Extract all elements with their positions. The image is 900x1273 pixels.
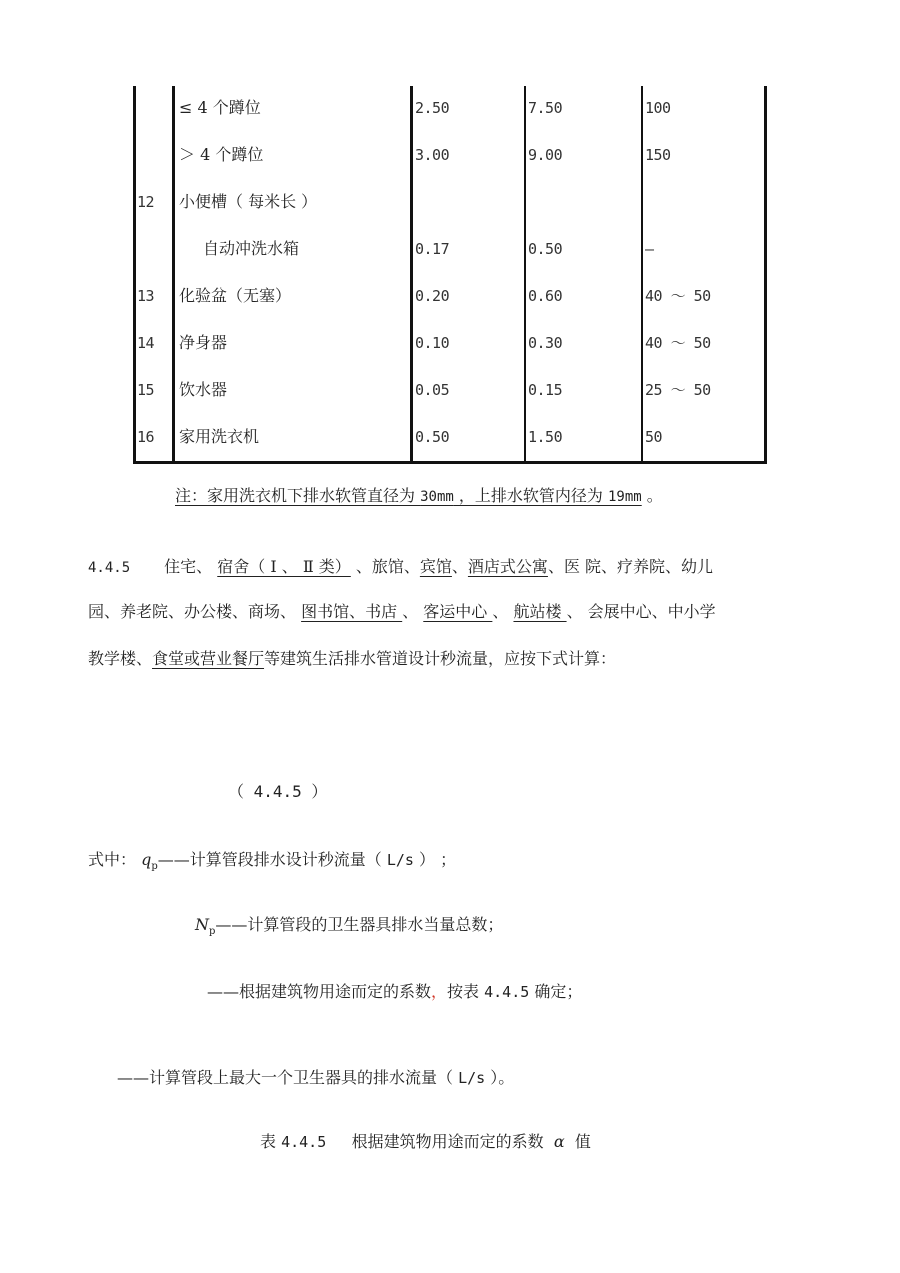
note-end: 。	[641, 486, 663, 505]
cell-number: 12	[137, 193, 155, 211]
cell-fixture-name: ≤ 4 个蹲位	[179, 98, 261, 117]
section-paragraph-line-2	[88, 600, 716, 624]
section-paragraph-line-1	[88, 555, 713, 580]
cell-fixture-name: 自动冲洗水箱	[203, 239, 300, 258]
cell-pipe-diameter: 25 ～ 50	[645, 381, 711, 399]
note-value-2: 19mm	[608, 489, 642, 505]
paragraph-text: 、	[492, 602, 514, 621]
cell-drain-flow: 0.17	[415, 240, 450, 258]
caption-prefix: 表	[260, 1132, 282, 1151]
definition-end: 确定；	[529, 982, 583, 1001]
table-row	[133, 378, 767, 402]
cell-fixture-name: 净身器	[179, 333, 228, 352]
underlined-text: 图书馆、书店	[301, 602, 403, 621]
cell-drain-flow: 3.00	[415, 146, 450, 164]
paragraph-text: 、	[451, 557, 468, 576]
caption-number: 4.4.5	[281, 1133, 327, 1151]
symbol-q: q	[141, 850, 152, 869]
underlined-text: 食堂或营业餐厅	[152, 649, 265, 668]
symbol-subscript: p	[151, 861, 158, 873]
red-comma: ，	[431, 982, 448, 1001]
paragraph-text: 园、养老院、办公楼、商场、	[88, 602, 302, 621]
paragraph-text: 住宅、	[164, 557, 218, 576]
table-row	[133, 425, 767, 449]
unit: L/s	[458, 1069, 486, 1087]
section-number: 4.4.5	[88, 560, 131, 576]
cell-drain-flow: 0.20	[415, 287, 450, 305]
cell-equivalent: 7.50	[528, 99, 563, 117]
definition-text: ——计算管段排水设计秒流量（	[157, 850, 387, 869]
definition-text: ——计算管段的卫生器具排水当量总数；	[215, 915, 504, 934]
cell-drain-flow: 0.50	[415, 428, 450, 446]
cell-equivalent: 9.00	[528, 146, 563, 164]
underlined-text: 宾馆	[419, 557, 452, 576]
cell-pipe-diameter: 100	[645, 99, 671, 117]
fixture-drainage-table	[133, 86, 767, 464]
cell-equivalent: 0.60	[528, 287, 563, 305]
cell-number: 15	[137, 381, 155, 399]
table-row	[133, 284, 767, 308]
cell-fixture-name: 小便槽（ 每米长 ）	[179, 192, 318, 211]
cell-pipe-diameter: —	[645, 240, 654, 258]
cell-equivalent: 1.50	[528, 428, 563, 446]
underlined-text: 宿舍（ Ⅰ 、 Ⅱ 类）	[217, 557, 351, 576]
table-reference: 4.4.5	[484, 983, 530, 1001]
cell-equivalent: 0.15	[528, 381, 563, 399]
definition-text: ——根据建筑物用途而定的系数	[207, 982, 432, 1001]
cell-fixture-name: 饮水器	[179, 380, 228, 399]
table-border-bottom	[133, 461, 767, 464]
cell-pipe-diameter: 150	[645, 146, 671, 164]
table-row	[133, 190, 767, 214]
definition-text: ——计算管段上最大一个卫生器具的排水流量（	[117, 1068, 459, 1087]
cell-fixture-name: ＞ 4 个蹲位	[179, 145, 264, 164]
table-row	[133, 331, 767, 355]
table-note	[175, 484, 663, 509]
section-paragraph-line-3	[88, 647, 616, 671]
paragraph-text: 教学楼、	[88, 649, 153, 668]
table-row	[133, 96, 767, 120]
symbol-subscript: p	[209, 926, 216, 938]
paragraph-text: 、旅馆、	[350, 557, 420, 576]
cell-drain-flow: 0.10	[415, 334, 450, 352]
underlined-text: 酒店式公寓	[467, 557, 548, 576]
definition-end: ）。	[485, 1068, 515, 1087]
cell-drain-flow: 0.05	[415, 381, 450, 399]
definition-end: ） ；	[413, 850, 457, 869]
symbol-n: N	[195, 915, 209, 934]
table-row	[133, 143, 767, 167]
definition-qmax	[117, 1066, 514, 1090]
definition-prefix: 式中：	[88, 850, 142, 869]
table-caption	[260, 1130, 591, 1154]
cell-fixture-name: 家用洗衣机	[179, 427, 260, 446]
underlined-text: 航站楼	[513, 602, 567, 621]
paragraph-text: 、医 院、疗养院、幼儿	[547, 557, 714, 576]
definition-text: 按表	[447, 982, 485, 1001]
caption-suffix: 值	[564, 1132, 591, 1151]
note-text-mid: ，上排水软管内径为	[453, 486, 608, 505]
equation-number: （ 4.4.5 ）	[228, 782, 328, 801]
cell-pipe-diameter: 50	[645, 428, 663, 446]
cell-equivalent: 0.30	[528, 334, 563, 352]
cell-pipe-diameter: 40 ～ 50	[645, 287, 711, 305]
cell-equivalent: 0.50	[528, 240, 563, 258]
cell-drain-flow: 2.50	[415, 99, 450, 117]
definition-np	[195, 913, 503, 944]
table-row	[133, 237, 767, 261]
paragraph-text: 等建筑生活排水管道设计秒流量，应按下式计算：	[264, 649, 617, 668]
unit: L/s	[386, 851, 414, 869]
cell-number: 13	[137, 287, 155, 305]
paragraph-text: 、 会展中心、中小学	[566, 602, 716, 621]
note-value-1: 30mm	[420, 489, 454, 505]
definition-qp	[88, 848, 456, 879]
cell-fixture-name: 化验盆（无塞）	[179, 286, 292, 305]
note-text: 注：家用洗衣机下排水软管直径为	[175, 486, 421, 505]
definition-alpha	[207, 980, 582, 1004]
cell-pipe-diameter: 40 ～ 50	[645, 334, 711, 352]
caption-text: 根据建筑物用途而定的系数	[326, 1132, 554, 1151]
underlined-text: 客运中心	[423, 602, 493, 621]
cell-number: 14	[137, 334, 155, 352]
cell-number: 16	[137, 428, 155, 446]
paragraph-text: 、	[402, 602, 424, 621]
caption-symbol: α	[553, 1132, 565, 1151]
